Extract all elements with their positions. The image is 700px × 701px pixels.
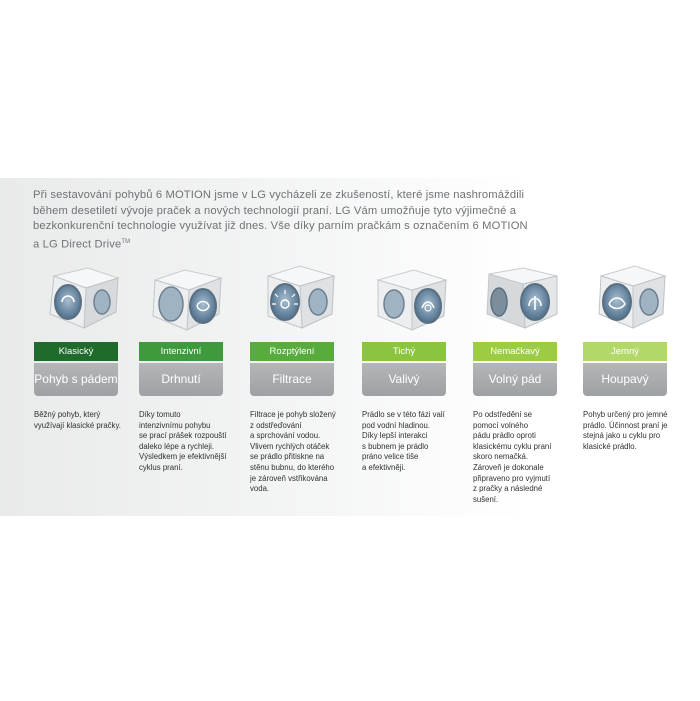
motion-tag: Klasický bbox=[34, 342, 118, 361]
motion-description: Pohyb určený pro jemné prádlo. Účinnost praní je stejná jako u cyklu pro klasické prádlo. bbox=[583, 410, 668, 451]
swing-icon bbox=[368, 262, 452, 338]
motion-description: Prádlo se v této fázi valí pod vodní hladinou. Díky lepší interakci s bubnem je prádlo práno velice tiše a efektivněji. bbox=[362, 410, 445, 472]
motion-label: Pohyb s pádem bbox=[34, 363, 118, 396]
motion-label: Volný pád bbox=[473, 363, 557, 396]
motion-tag: Jemný bbox=[583, 342, 667, 361]
motion-description: Běžný pohyb, který využívají klasické pračky. bbox=[34, 410, 121, 430]
stepping-icon bbox=[479, 262, 563, 338]
intro-text bbox=[33, 188, 533, 253]
motion-tag: Intenzivní bbox=[139, 342, 223, 361]
motion-description: Filtrace je pohyb složený z odstřeďování a sprchování vodou. Vlivem rychlých otáček se prádlo přitiskne na stěnu bubnu, do kterého je zároveň vstřikována voda. bbox=[250, 410, 336, 494]
motion-tag: Nemačkavý bbox=[473, 342, 557, 361]
trademark-mark: TM bbox=[121, 238, 131, 245]
motion-description: Po odstředění se pomocí volného pádu prádlo oproti klasickému cyklu praní skoro nemačká. Zároveň je dokonale připraveno pro vyjmutí z pračky a následné sušení. bbox=[473, 410, 552, 504]
motion-label: Houpavý bbox=[583, 363, 667, 396]
spray-icon bbox=[256, 262, 340, 338]
motion-label: Valivý bbox=[362, 363, 446, 396]
rolling-icon bbox=[145, 262, 229, 338]
motion-tag: Rozptýlení bbox=[250, 342, 334, 361]
motion-label: Drhnutí bbox=[139, 363, 223, 396]
motion-tag: Tichý bbox=[362, 342, 446, 361]
swirl-icon bbox=[589, 262, 673, 338]
motion-description: Díky tomuto intenzivnímu pohybu se prací prášek rozpouští daleko lépe a rychleji. Výsledkem je efektivnější cyklus praní. bbox=[139, 410, 227, 472]
tumble-icon bbox=[40, 262, 124, 338]
motion-label: Filtrace bbox=[250, 363, 334, 396]
intro-paragraph: Při sestavování pohybů 6 MOTION jsme v LG vycházeli ze zkušeností, které jsme nashromáždili během desetiletí vývoje praček a nových technologií praní. LG Vám umožňuje tyto výjimečné a bezkonkurenční technologie využívat již dnes. Vše díky parním pračkám s označením 6 MOTION a LG Direct Drive bbox=[33, 189, 528, 251]
